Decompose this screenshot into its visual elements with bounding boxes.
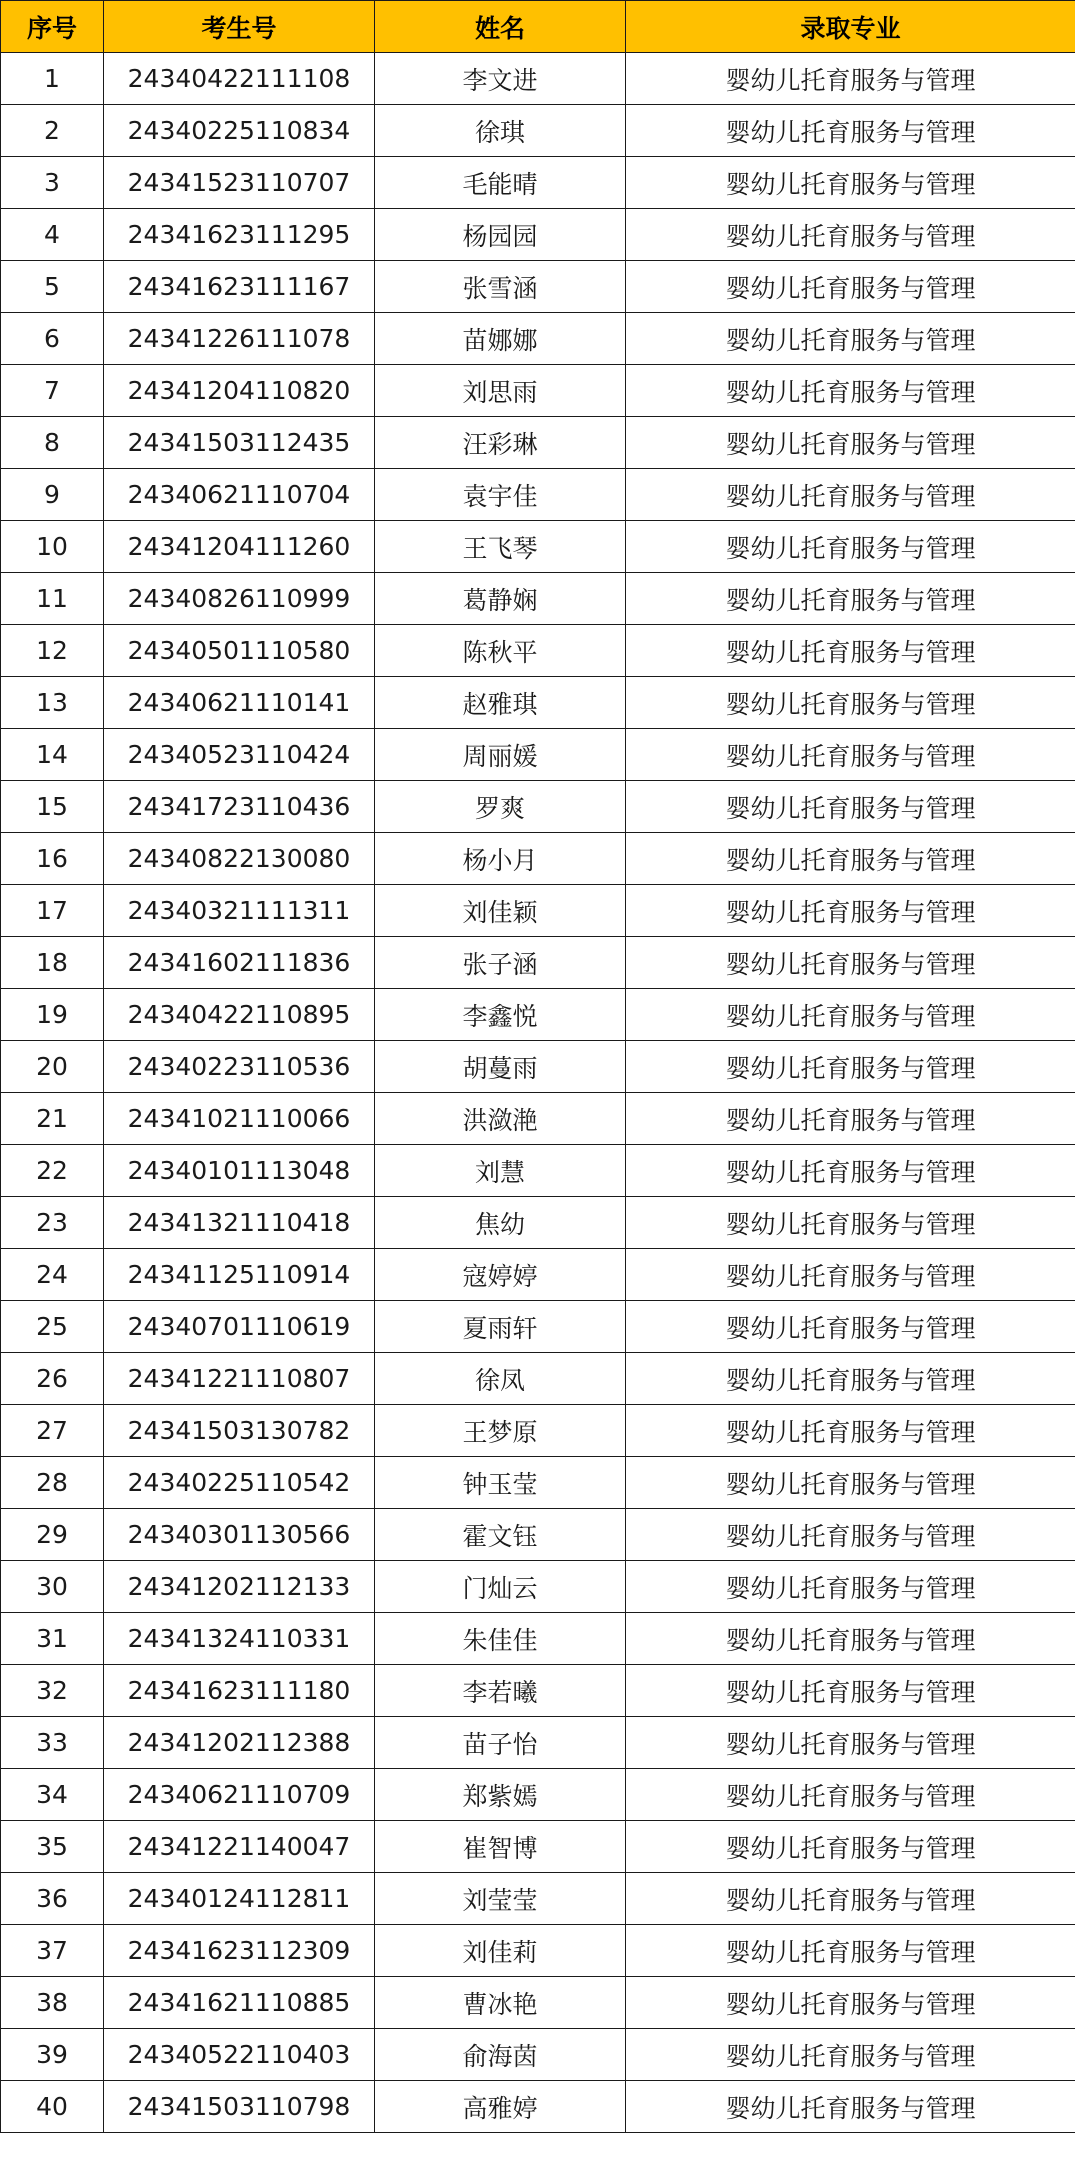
cell-major: 婴幼儿托育服务与管理 — [626, 105, 1075, 157]
cell-name: 刘慧 — [375, 1145, 626, 1197]
table-row — [1, 989, 1075, 1041]
cell-name: 罗爽 — [375, 781, 626, 833]
cell-exam-id: 24341723110436 — [104, 781, 375, 833]
cell-name: 钟玉莹 — [375, 1457, 626, 1509]
cell-major: 婴幼儿托育服务与管理 — [626, 1301, 1075, 1353]
table-row — [1, 1665, 1075, 1717]
cell-major: 婴幼儿托育服务与管理 — [626, 677, 1075, 729]
cell-name: 刘佳莉 — [375, 1925, 626, 1977]
cell-major: 婴幼儿托育服务与管理 — [626, 1769, 1075, 1821]
cell-major: 婴幼儿托育服务与管理 — [626, 1197, 1075, 1249]
cell-name: 杨园园 — [375, 209, 626, 261]
cell-seq: 18 — [1, 937, 104, 989]
cell-exam-id: 24341321110418 — [104, 1197, 375, 1249]
cell-seq: 24 — [1, 1249, 104, 1301]
cell-seq: 28 — [1, 1457, 104, 1509]
cell-seq: 29 — [1, 1509, 104, 1561]
table-row — [1, 53, 1075, 105]
cell-major: 婴幼儿托育服务与管理 — [626, 1457, 1075, 1509]
cell-seq: 15 — [1, 781, 104, 833]
cell-exam-id: 24341623112309 — [104, 1925, 375, 1977]
cell-exam-id: 24341503130782 — [104, 1405, 375, 1457]
cell-major: 婴幼儿托育服务与管理 — [626, 729, 1075, 781]
cell-exam-id: 24341621110885 — [104, 1977, 375, 2029]
table-row — [1, 1041, 1075, 1093]
cell-seq: 19 — [1, 989, 104, 1041]
cell-exam-id: 24341503110798 — [104, 2081, 375, 2133]
cell-seq: 37 — [1, 1925, 104, 1977]
cell-seq: 5 — [1, 261, 104, 313]
cell-name: 刘佳颖 — [375, 885, 626, 937]
table-row — [1, 885, 1075, 937]
table-row — [1, 625, 1075, 677]
cell-exam-id: 24341602111836 — [104, 937, 375, 989]
table-row — [1, 157, 1075, 209]
cell-exam-id: 24341221140047 — [104, 1821, 375, 1873]
cell-name: 陈秋平 — [375, 625, 626, 677]
cell-exam-id: 24341021110066 — [104, 1093, 375, 1145]
cell-seq: 12 — [1, 625, 104, 677]
cell-major: 婴幼儿托育服务与管理 — [626, 469, 1075, 521]
cell-name: 胡蔓雨 — [375, 1041, 626, 1093]
table-row — [1, 313, 1075, 365]
table-row — [1, 1353, 1075, 1405]
table-row — [1, 1821, 1075, 1873]
cell-name: 张雪涵 — [375, 261, 626, 313]
table-body — [1, 53, 1075, 2133]
cell-major: 婴幼儿托育服务与管理 — [626, 1041, 1075, 1093]
table-row — [1, 417, 1075, 469]
cell-major: 婴幼儿托育服务与管理 — [626, 1613, 1075, 1665]
cell-exam-id: 24341204110820 — [104, 365, 375, 417]
table-row — [1, 1613, 1075, 1665]
cell-major: 婴幼儿托育服务与管理 — [626, 781, 1075, 833]
cell-exam-id: 24341623111167 — [104, 261, 375, 313]
cell-exam-id: 24340321111311 — [104, 885, 375, 937]
cell-major: 婴幼儿托育服务与管理 — [626, 1665, 1075, 1717]
cell-exam-id: 24341202112388 — [104, 1717, 375, 1769]
cell-exam-id: 24340124112811 — [104, 1873, 375, 1925]
cell-major: 婴幼儿托育服务与管理 — [626, 209, 1075, 261]
cell-major: 婴幼儿托育服务与管理 — [626, 1353, 1075, 1405]
cell-exam-id: 24340621110704 — [104, 469, 375, 521]
cell-exam-id: 24340522110403 — [104, 2029, 375, 2081]
cell-major: 婴幼儿托育服务与管理 — [626, 157, 1075, 209]
cell-seq: 16 — [1, 833, 104, 885]
cell-seq: 39 — [1, 2029, 104, 2081]
cell-exam-id: 24340523110424 — [104, 729, 375, 781]
cell-exam-id: 24340101113048 — [104, 1145, 375, 1197]
cell-major: 婴幼儿托育服务与管理 — [626, 53, 1075, 105]
cell-seq: 30 — [1, 1561, 104, 1613]
cell-seq: 40 — [1, 2081, 104, 2133]
cell-name: 曹冰艳 — [375, 1977, 626, 2029]
cell-name: 崔智博 — [375, 1821, 626, 1873]
table-row — [1, 781, 1075, 833]
cell-exam-id: 24341202112133 — [104, 1561, 375, 1613]
cell-seq: 33 — [1, 1717, 104, 1769]
cell-exam-id: 24340822130080 — [104, 833, 375, 885]
cell-seq: 38 — [1, 1977, 104, 2029]
cell-exam-id: 24341324110331 — [104, 1613, 375, 1665]
cell-seq: 14 — [1, 729, 104, 781]
cell-major: 婴幼儿托育服务与管理 — [626, 937, 1075, 989]
cell-seq: 25 — [1, 1301, 104, 1353]
header-exam-id: 考生号 — [104, 1, 375, 53]
cell-name: 霍文钰 — [375, 1509, 626, 1561]
cell-seq: 20 — [1, 1041, 104, 1093]
cell-exam-id: 24341221110807 — [104, 1353, 375, 1405]
cell-major: 婴幼儿托育服务与管理 — [626, 2081, 1075, 2133]
cell-major: 婴幼儿托育服务与管理 — [626, 1405, 1075, 1457]
cell-name: 焦幼 — [375, 1197, 626, 1249]
cell-name: 毛能晴 — [375, 157, 626, 209]
table-row — [1, 937, 1075, 989]
cell-name: 李文进 — [375, 53, 626, 105]
table-row — [1, 1925, 1075, 1977]
cell-seq: 10 — [1, 521, 104, 573]
cell-exam-id: 24341204111260 — [104, 521, 375, 573]
cell-major: 婴幼儿托育服务与管理 — [626, 1717, 1075, 1769]
table-row — [1, 833, 1075, 885]
cell-exam-id: 24340225110834 — [104, 105, 375, 157]
cell-major: 婴幼儿托育服务与管理 — [626, 989, 1075, 1041]
cell-major: 婴幼儿托育服务与管理 — [626, 521, 1075, 573]
cell-seq: 8 — [1, 417, 104, 469]
cell-major: 婴幼儿托育服务与管理 — [626, 1249, 1075, 1301]
cell-major: 婴幼儿托育服务与管理 — [626, 885, 1075, 937]
cell-exam-id: 24340621110141 — [104, 677, 375, 729]
cell-name: 郑紫嫣 — [375, 1769, 626, 1821]
cell-name: 王飞琴 — [375, 521, 626, 573]
cell-name: 徐琪 — [375, 105, 626, 157]
header-seq: 序号 — [1, 1, 104, 53]
cell-seq: 9 — [1, 469, 104, 521]
table-row — [1, 677, 1075, 729]
cell-exam-id: 24340701110619 — [104, 1301, 375, 1353]
cell-seq: 23 — [1, 1197, 104, 1249]
cell-exam-id: 24340225110542 — [104, 1457, 375, 1509]
cell-name: 寇婷婷 — [375, 1249, 626, 1301]
cell-seq: 21 — [1, 1093, 104, 1145]
table-row — [1, 261, 1075, 313]
cell-name: 洪潋滟 — [375, 1093, 626, 1145]
table-row — [1, 1717, 1075, 1769]
table-header — [1, 1, 1075, 53]
cell-exam-id: 24341125110914 — [104, 1249, 375, 1301]
table-row — [1, 1093, 1075, 1145]
cell-seq: 7 — [1, 365, 104, 417]
cell-exam-id: 24341623111180 — [104, 1665, 375, 1717]
table-row — [1, 1249, 1075, 1301]
table-row — [1, 105, 1075, 157]
cell-exam-id: 24341226111078 — [104, 313, 375, 365]
cell-exam-id: 24340223110536 — [104, 1041, 375, 1093]
cell-major: 婴幼儿托育服务与管理 — [626, 261, 1075, 313]
cell-name: 赵雅琪 — [375, 677, 626, 729]
cell-major: 婴幼儿托育服务与管理 — [626, 417, 1075, 469]
table-row — [1, 729, 1075, 781]
cell-seq: 36 — [1, 1873, 104, 1925]
cell-major: 婴幼儿托育服务与管理 — [626, 625, 1075, 677]
table-row — [1, 1977, 1075, 2029]
cell-major: 婴幼儿托育服务与管理 — [626, 1925, 1075, 1977]
cell-exam-id: 24341503112435 — [104, 417, 375, 469]
header-name: 姓名 — [375, 1, 626, 53]
table-row — [1, 573, 1075, 625]
table-row — [1, 2029, 1075, 2081]
cell-name: 刘莹莹 — [375, 1873, 626, 1925]
cell-name: 李鑫悦 — [375, 989, 626, 1041]
cell-seq: 11 — [1, 573, 104, 625]
cell-major: 婴幼儿托育服务与管理 — [626, 1821, 1075, 1873]
cell-name: 苗娜娜 — [375, 313, 626, 365]
cell-major: 婴幼儿托育服务与管理 — [626, 2029, 1075, 2081]
table-row — [1, 469, 1075, 521]
cell-seq: 31 — [1, 1613, 104, 1665]
cell-name: 杨小月 — [375, 833, 626, 885]
cell-exam-id: 24341623111295 — [104, 209, 375, 261]
cell-seq: 22 — [1, 1145, 104, 1197]
cell-major: 婴幼儿托育服务与管理 — [626, 1145, 1075, 1197]
cell-seq: 34 — [1, 1769, 104, 1821]
header-row — [1, 1, 1075, 53]
cell-major: 婴幼儿托育服务与管理 — [626, 1977, 1075, 2029]
cell-major: 婴幼儿托育服务与管理 — [626, 1093, 1075, 1145]
cell-name: 俞海茵 — [375, 2029, 626, 2081]
cell-seq: 6 — [1, 313, 104, 365]
cell-exam-id: 24340826110999 — [104, 573, 375, 625]
cell-exam-id: 24340422111108 — [104, 53, 375, 105]
cell-major: 婴幼儿托育服务与管理 — [626, 1873, 1075, 1925]
table-row — [1, 209, 1075, 261]
cell-name: 夏雨轩 — [375, 1301, 626, 1353]
cell-major: 婴幼儿托育服务与管理 — [626, 365, 1075, 417]
cell-major: 婴幼儿托育服务与管理 — [626, 1509, 1075, 1561]
cell-name: 张子涵 — [375, 937, 626, 989]
cell-name: 周丽媛 — [375, 729, 626, 781]
cell-name: 朱佳佳 — [375, 1613, 626, 1665]
cell-name: 徐凤 — [375, 1353, 626, 1405]
cell-major: 婴幼儿托育服务与管理 — [626, 833, 1075, 885]
cell-name: 袁宇佳 — [375, 469, 626, 521]
cell-seq: 26 — [1, 1353, 104, 1405]
table-row — [1, 2081, 1075, 2133]
cell-seq: 35 — [1, 1821, 104, 1873]
cell-major: 婴幼儿托育服务与管理 — [626, 1561, 1075, 1613]
cell-name: 高雅婷 — [375, 2081, 626, 2133]
cell-name: 葛静娴 — [375, 573, 626, 625]
table-row — [1, 1197, 1075, 1249]
table-row — [1, 1769, 1075, 1821]
table-row — [1, 1873, 1075, 1925]
cell-seq: 27 — [1, 1405, 104, 1457]
cell-seq: 13 — [1, 677, 104, 729]
cell-seq: 3 — [1, 157, 104, 209]
cell-exam-id: 24341523110707 — [104, 157, 375, 209]
cell-exam-id: 24340301130566 — [104, 1509, 375, 1561]
cell-name: 门灿云 — [375, 1561, 626, 1613]
cell-name: 李若曦 — [375, 1665, 626, 1717]
cell-seq: 17 — [1, 885, 104, 937]
cell-name: 汪彩琳 — [375, 417, 626, 469]
cell-major: 婴幼儿托育服务与管理 — [626, 573, 1075, 625]
cell-seq: 1 — [1, 53, 104, 105]
cell-name: 刘思雨 — [375, 365, 626, 417]
cell-major: 婴幼儿托育服务与管理 — [626, 313, 1075, 365]
table-row — [1, 365, 1075, 417]
table-row — [1, 1405, 1075, 1457]
cell-seq: 2 — [1, 105, 104, 157]
cell-exam-id: 24340422110895 — [104, 989, 375, 1041]
header-major: 录取专业 — [626, 1, 1075, 53]
cell-name: 苗子怡 — [375, 1717, 626, 1769]
table-row — [1, 1509, 1075, 1561]
table-row — [1, 1457, 1075, 1509]
cell-name: 王梦原 — [375, 1405, 626, 1457]
table-row — [1, 1301, 1075, 1353]
cell-exam-id: 24340621110709 — [104, 1769, 375, 1821]
table-row — [1, 1561, 1075, 1613]
cell-seq: 32 — [1, 1665, 104, 1717]
cell-seq: 4 — [1, 209, 104, 261]
table-row — [1, 521, 1075, 573]
table-row — [1, 1145, 1075, 1197]
cell-exam-id: 24340501110580 — [104, 625, 375, 677]
